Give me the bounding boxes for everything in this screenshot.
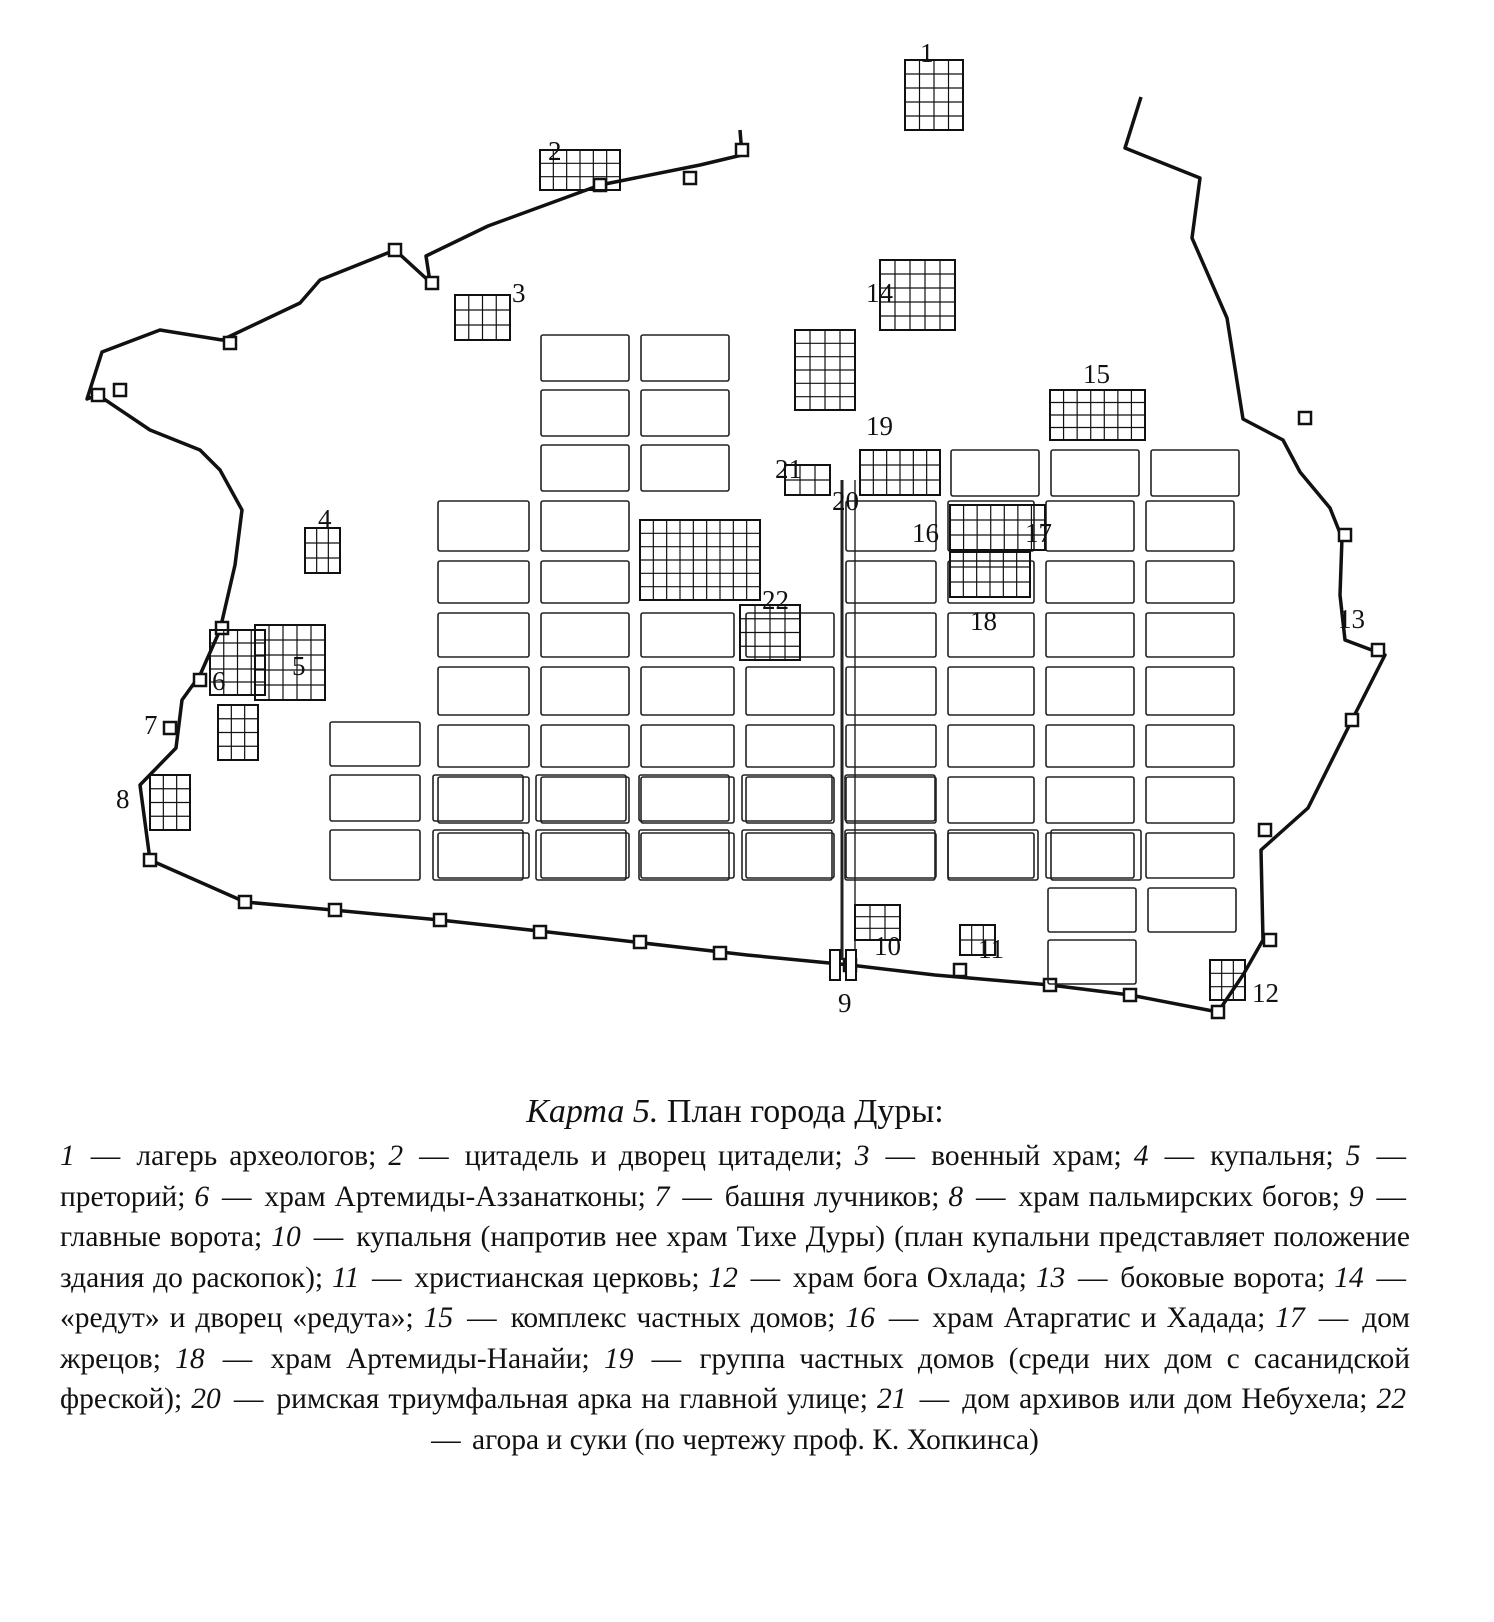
city-block [541, 667, 629, 715]
map-legend [60, 1136, 1410, 1460]
city-block [438, 777, 529, 823]
private-houses-19 [860, 450, 940, 495]
wall-tower [1372, 644, 1384, 656]
legend-number: 7 [654, 1180, 670, 1213]
map-labels [116, 38, 1365, 1018]
legend-text: христианская церковь; [414, 1261, 700, 1294]
city-block [845, 830, 935, 880]
legend-text: дом жрецов; [60, 1302, 1411, 1375]
city-block [641, 725, 734, 767]
wall-tower [194, 674, 206, 686]
map-label-17: 17 [1025, 518, 1052, 548]
city-block [438, 833, 529, 878]
city-block [641, 390, 729, 436]
city-block [746, 777, 834, 823]
map-label-13: 13 [1338, 604, 1365, 634]
legend-text: группа частных домов (среди них дом с сасанидской фреской); [60, 1342, 1411, 1415]
legend-number: 3 [854, 1140, 870, 1172]
legend-item: 3 — военный храм; [854, 1140, 1122, 1172]
wall-tower [1044, 979, 1056, 991]
legend-text: башня лучников; [724, 1180, 940, 1213]
city-block [330, 775, 420, 821]
main-gate-right [846, 950, 856, 980]
wall-tower [92, 389, 104, 401]
city-block [845, 775, 935, 821]
legend-item: 9 — главные ворота; [60, 1180, 1406, 1253]
city-block [742, 775, 832, 821]
map-label-21: 21 [775, 454, 802, 484]
legend-number: 8 [948, 1180, 964, 1213]
city-block [846, 613, 936, 657]
legend-number: 22 [1376, 1383, 1407, 1415]
city-block [948, 725, 1034, 767]
city-block [541, 390, 629, 436]
city-block [948, 777, 1034, 823]
city-block [1146, 725, 1234, 767]
city-block [438, 501, 529, 551]
legend-text: храм Артемиды-Нанайи; [270, 1342, 590, 1375]
city-block [438, 561, 529, 603]
map-label-20: 20 [832, 486, 859, 516]
wall-tower [736, 144, 748, 156]
map-label-5: 5 [292, 651, 306, 681]
city-block [746, 613, 834, 657]
map-label-4: 4 [318, 504, 332, 534]
legend-number: 19 [603, 1342, 634, 1375]
wall-tower [434, 914, 446, 926]
bath-4 [305, 528, 340, 573]
temple-palmyrene-gods [150, 775, 190, 830]
city-block [1048, 940, 1136, 984]
wall-tower [1212, 1006, 1224, 1018]
legend-number: 4 [1133, 1140, 1149, 1172]
legend-item: 1 — лагерь археологов; [60, 1140, 377, 1172]
city-block [536, 830, 626, 880]
caption-title-text: План города Дуры: [666, 1093, 944, 1130]
wall-tower [329, 904, 341, 916]
map-label-16: 16 [912, 518, 939, 548]
city-block [1046, 777, 1134, 823]
city-block [639, 830, 729, 880]
city-block [948, 667, 1034, 715]
city-block [846, 725, 936, 767]
city-block [1046, 667, 1134, 715]
legend-number: 12 [708, 1261, 738, 1294]
legend-item: 16 — храм Атаргатис и Хадада; [845, 1302, 1266, 1334]
legend-number: 18 [175, 1342, 205, 1375]
city-block [746, 833, 834, 878]
wall-tower [954, 964, 966, 976]
city-block [1146, 561, 1234, 603]
legend-number: 14 [1334, 1261, 1364, 1294]
legend-text: цитадель и дворец цитадели; [464, 1140, 843, 1172]
city-block [1148, 888, 1236, 932]
outer-wall [87, 97, 1385, 1012]
legend-item: 10 — купальня (напротив нее храм Тихе Дуры) (план купальни представляет положение здания до раскопок); [60, 1221, 1411, 1294]
legend-text: храм Артемиды-Аззанатконы; [264, 1180, 646, 1213]
legend-item: 7 — башня лучников; [654, 1180, 940, 1213]
city-block [1146, 833, 1234, 878]
wall-tower [114, 384, 126, 396]
city-block [846, 667, 936, 715]
legend-text: агора и суки (по чертежу проф. К. Хопкинса) [471, 1423, 1039, 1456]
city-block [641, 613, 734, 657]
legend-number: 13 [1035, 1261, 1066, 1294]
legend-text: военный храм; [931, 1140, 1122, 1172]
city-block [846, 777, 936, 823]
legend-text: комплекс частных домов; [510, 1302, 836, 1334]
city-walls [87, 97, 1385, 1012]
city-block [1046, 501, 1134, 551]
map-caption [60, 1090, 1410, 1460]
city-block [438, 613, 529, 657]
legend-item: 15 — комплекс частных домов; [423, 1302, 836, 1334]
agora-suq [640, 520, 760, 600]
legend-number: 5 [1345, 1140, 1361, 1172]
legend-item: 5 — преторий; [60, 1140, 1407, 1213]
wall-tower [634, 936, 646, 948]
city-block [641, 833, 734, 878]
legend-item: 4 — купальня; [1133, 1140, 1334, 1172]
wall-tower [164, 722, 176, 734]
legend-number: 6 [194, 1180, 210, 1213]
city-block [846, 833, 936, 878]
legend-item: 20 — римская триумфальная арка на главной улице; [191, 1383, 868, 1415]
city-block [1046, 613, 1134, 657]
archers-tower-complex [218, 705, 258, 760]
map-label-19: 19 [866, 411, 893, 441]
city-block [1046, 725, 1134, 767]
city-block [641, 777, 734, 823]
legend-item: 8 — храм пальмирских богов; [948, 1180, 1340, 1213]
city-block [541, 561, 629, 603]
caption-title-italic: Карта 5. [526, 1093, 659, 1130]
legend-item: 11 — христианская церковь; [331, 1261, 700, 1294]
city-block [742, 830, 832, 880]
city-block [438, 725, 529, 767]
legend-text: боковые ворота; [1120, 1261, 1326, 1294]
legend-item: 2 — цитадель и дворец цитадели; [388, 1140, 843, 1172]
legend-number: 9 [1348, 1180, 1364, 1213]
wall-tower [1339, 529, 1351, 541]
temple-artemis-nanaia [950, 552, 1030, 597]
legend-item: 6 — храм Артемиды-Аззанатконы; [194, 1180, 646, 1213]
wall-tower [1346, 714, 1358, 726]
legend-number: 11 [331, 1261, 360, 1294]
city-block [541, 725, 629, 767]
city-block [1146, 613, 1234, 657]
map-label-1: 1 [920, 38, 934, 68]
city-block [951, 450, 1039, 496]
city-block [541, 445, 629, 491]
legend-text: дом архивов или дом Небухела; [962, 1383, 1368, 1415]
wall-tower [1259, 824, 1271, 836]
legend-number: 15 [423, 1302, 454, 1334]
legend-number: 21 [877, 1383, 907, 1415]
city-block [330, 722, 420, 766]
north-houses [795, 330, 855, 410]
city-block [1146, 501, 1234, 551]
legend-item: 18 — храм Артемиды-Нанайи; [175, 1342, 590, 1375]
map-label-22: 22 [762, 585, 789, 615]
map-label-3: 3 [512, 278, 526, 308]
legend-number: 2 [388, 1140, 404, 1172]
legend-number: 10 [271, 1221, 301, 1253]
city-block [541, 777, 629, 823]
city-block [1146, 777, 1234, 823]
city-block [846, 561, 936, 603]
legend-text: храм Атаргатис и Хадада; [932, 1302, 1266, 1334]
map-label-18: 18 [970, 606, 997, 636]
archaeologists-camp [905, 60, 963, 130]
legend-number: 1 [60, 1140, 75, 1172]
city-block [438, 667, 529, 715]
city-block [1151, 450, 1239, 496]
city-block [746, 667, 834, 715]
legend-item: 14 — «редут» и дворец «редута»; [60, 1261, 1406, 1334]
city-block [330, 830, 420, 880]
city-block [1146, 667, 1234, 715]
wall-tower [1124, 989, 1136, 1001]
legend-text: римская триумфальная арка на главной улице; [276, 1383, 868, 1415]
map-label-7: 7 [144, 710, 158, 740]
legend-text: преторий; [60, 1180, 186, 1213]
legend-item: 12 — храм бога Охлада; [708, 1261, 1027, 1294]
city-block [541, 335, 629, 381]
map-label-11: 11 [978, 934, 1004, 964]
city-block [541, 833, 629, 878]
city-block [639, 775, 729, 821]
wall-tower [144, 854, 156, 866]
legend-text: купальня; [1210, 1140, 1334, 1172]
city-block [948, 833, 1034, 878]
wall-tower [534, 926, 546, 938]
legend-text: «редут» и дворец «редута»; [60, 1302, 414, 1334]
city-block [1046, 833, 1134, 878]
private-houses-15 [1050, 390, 1145, 440]
city-block [536, 775, 626, 821]
complex-outline [305, 528, 340, 573]
legend-number: 16 [845, 1302, 875, 1334]
map-label-14: 14 [866, 278, 893, 308]
legend-text: купальня (напротив нее храм Тихе Дуры) (план купальни представляет положение здания до раскопок); [60, 1221, 1411, 1294]
map-label-10: 10 [874, 931, 901, 961]
wall-tower [1299, 412, 1311, 424]
city-block [641, 335, 729, 381]
city-block [641, 667, 734, 715]
wall-towers [92, 144, 1384, 1018]
legend-item: 21 — дом архивов или дом Небухела; [877, 1383, 1368, 1415]
map-label-6: 6 [212, 666, 226, 696]
wall-tower [1264, 934, 1276, 946]
city-block [948, 830, 1038, 880]
wall-tower [714, 947, 726, 959]
legend-number: 17 [1275, 1302, 1305, 1334]
city-block [433, 775, 523, 821]
military-temple [455, 295, 510, 340]
city-block [433, 830, 523, 880]
map-label-8: 8 [116, 784, 130, 814]
city-block [1046, 561, 1134, 603]
map-label-15: 15 [1083, 359, 1110, 389]
map-label-9: 9 [838, 988, 852, 1018]
legend-text: храм бога Охлада; [792, 1261, 1027, 1294]
wall-tower [224, 337, 236, 349]
legend-text: главные ворота; [60, 1221, 263, 1253]
city-block [746, 725, 834, 767]
city-block [1051, 830, 1141, 880]
map-label-2: 2 [548, 136, 562, 166]
legend-item: 13 — боковые ворота; [1035, 1261, 1326, 1294]
city-block [641, 445, 729, 491]
wall-tower [239, 896, 251, 908]
city-block [541, 613, 629, 657]
city-block [1048, 888, 1136, 932]
map-label-12: 12 [1252, 978, 1279, 1008]
legend-item: 17 — дом жрецов; [60, 1302, 1411, 1375]
wall-tower [684, 172, 696, 184]
city-block [1051, 450, 1139, 496]
legend-item: 22 — агора и суки (по чертежу проф. К. Хопкинса) [431, 1383, 1407, 1456]
caption-title [60, 1090, 1410, 1134]
main-gate-left [830, 950, 840, 980]
legend-item: 19 — группа частных домов (среди них дом с сасанидской фреской); [60, 1342, 1411, 1415]
wall-tower [426, 277, 438, 289]
wall-tower [216, 622, 228, 634]
excavated-buildings [150, 60, 1245, 1000]
legend-text: храм пальмирских богов; [1018, 1180, 1340, 1213]
legend-number: 20 [191, 1383, 221, 1415]
city-block [541, 501, 629, 551]
legend-text: лагерь археологов; [136, 1140, 377, 1172]
wall-tower [389, 244, 401, 256]
